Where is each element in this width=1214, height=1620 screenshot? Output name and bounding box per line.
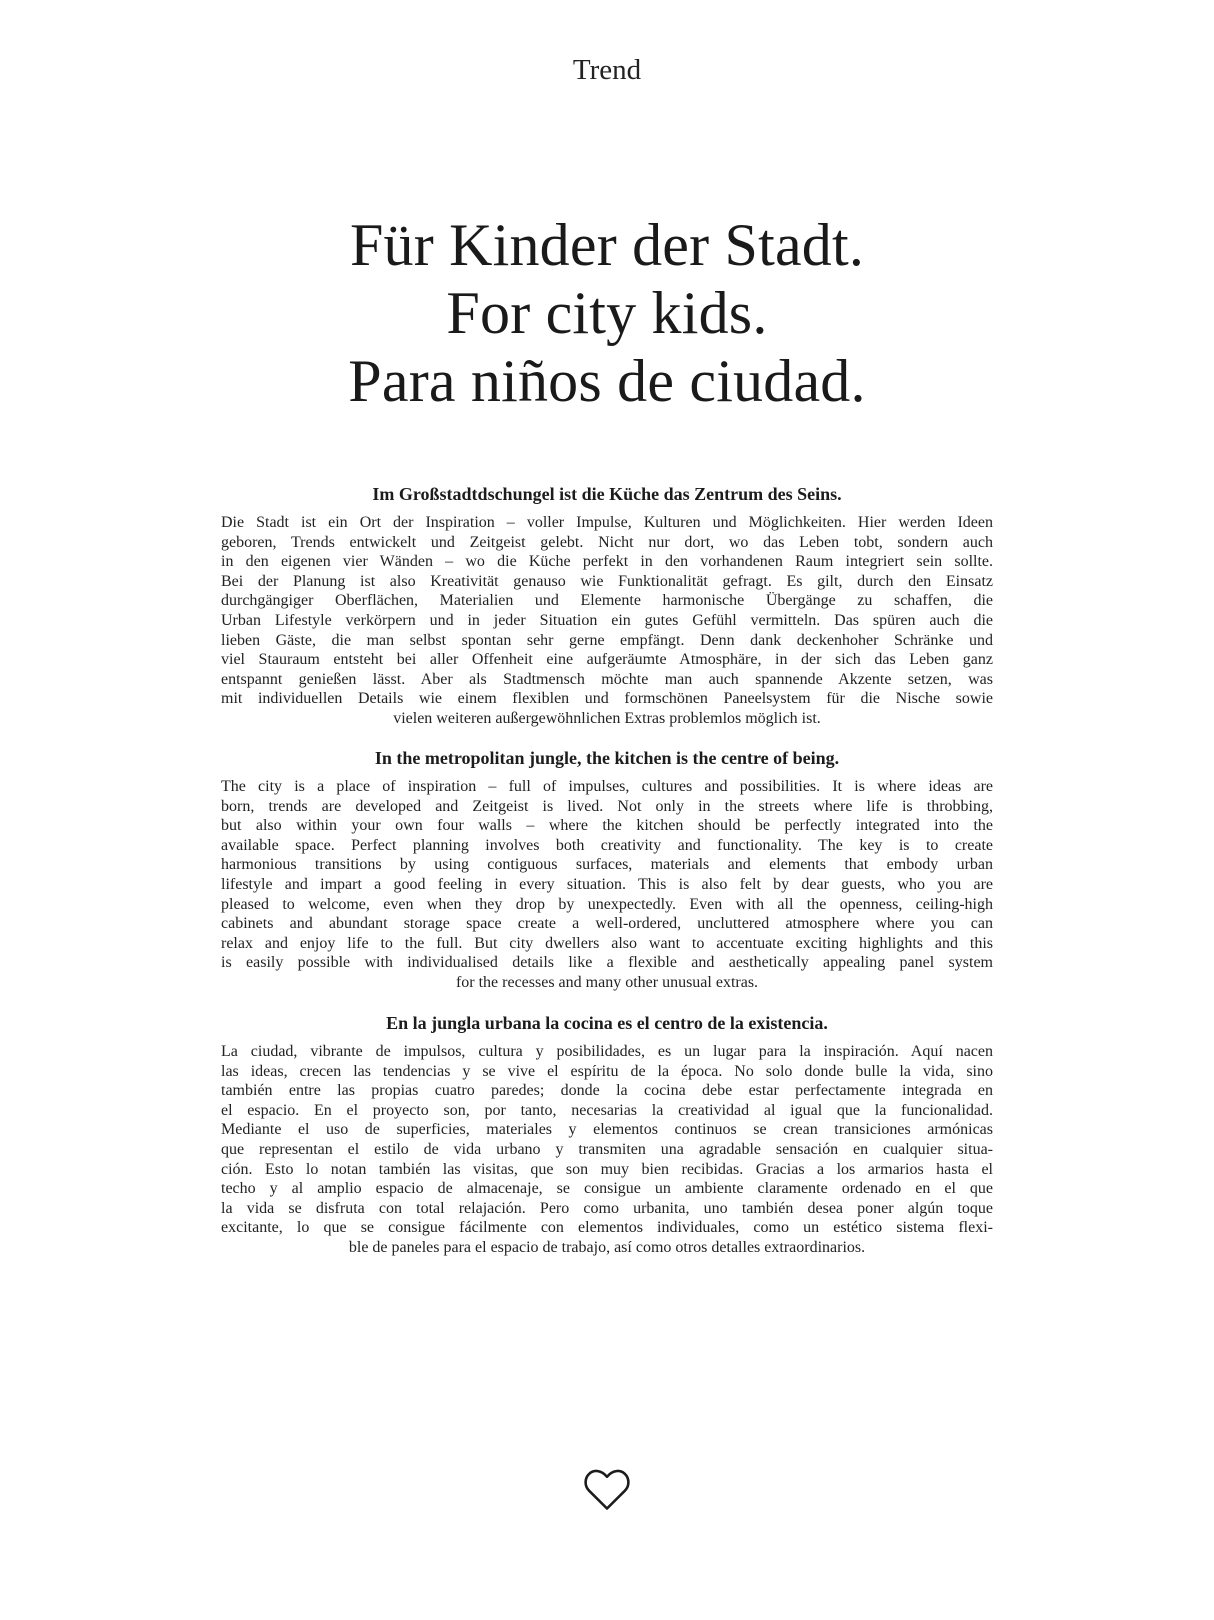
section-label: Trend [572,54,642,86]
paragraph-german [221,513,993,729]
paragraph-line: viel Stauraum entsteht bei aller Offenheit eine aufgeräumte Atmosphäre, in der sich das Leben ganz [221,651,993,669]
title-line-german: Für Kinder der Stadt. [349,212,865,278]
paragraph-line: but also within your own four walls – where the kitchen should be perfectly integrated into the [221,817,993,835]
paragraph-line: geboren, Trends entwickelt und Zeitgeist gelebt. Nicht nur dort, wo das Leben tobt, sondern auch [221,533,993,551]
paragraph-line: in den eigenen vier Wänden – wo die Küche perfekt in den vorhandenen Raum integriert sein sollte. [221,553,993,571]
paragraph-line: excitante, lo que se consigue fácilmente con elementos individuales, como un estético sistema flexi- [221,1219,993,1237]
paragraph-line: for the recesses and many other unusual extras. [455,973,759,991]
paragraph-english [221,777,993,993]
paragraph-line: el espacio. En el proyecto son, por tanto, necesarias la creatividad al igual que la funcionalidad. [221,1101,993,1119]
page-title [0,211,1214,415]
paragraph-line: relax and enjoy life to the full. But city dwellers also want to accentuate exciting highlights and this [221,934,993,952]
paragraph-line: The city is a place of inspiration – full of impulses, cultures and possibilities. It is where ideas are [221,778,993,795]
paragraph-line: entspannt genießen lässt. Aber als Stadtmensch möchte man auch spannende Akzente setzen, was [221,670,993,688]
paragraph-line: harmonious transitions by using contiguous surfaces, materials and elements that embody urban [221,856,993,874]
section-heading-spanish: En la jungla urbana la cocina es el centro de la existencia. [386,1013,828,1033]
paragraph-line: vielen weiteren außergewöhnlichen Extras problemlos möglich ist. [393,709,821,727]
paragraph-line: techo y al amplio espacio de almacenaje, se consigue un ambiente claramente ordenado en el que [221,1180,993,1198]
heart-icon [583,1468,631,1512]
section-heading-english: In the metropolitan jungle, the kitchen is the centre of being. [374,748,840,768]
title-line-spanish: Para niños de ciudad. [348,348,866,414]
paragraph-line: mit individuellen Details wie einem flexiblen und formschönen Paneelsystem für die Nische sowie [221,690,993,708]
paragraph-line: born, trends are developed and Zeitgeist is lived. Not only in the streets where life is throbbing, [221,797,993,815]
paragraph-line: las ideas, crecen las tendencias y se vive el espíritu de la época. No solo donde bulle la vida, sino [221,1062,993,1080]
paragraph-line: ble de paneles para el espacio de trabajo, así como otros detalles extraordinarios. [348,1238,866,1256]
paragraph-spanish [221,1042,993,1258]
paragraph-line: Die Stadt ist ein Ort der Inspiration – voller Impulse, Kulturen und Möglichkeiten. Hier werden Ideen [221,514,993,531]
paragraph-line: available space. Perfect planning involves both creativity and functionality. The key is to create [221,836,993,854]
paragraph-line: lifestyle and impart a good feeling in every situation. This is also felt by dear guests, who you are [221,875,993,893]
paragraph-line: lieben Gäste, die man selbst spontan sehr gerne empfängt. Denn dank deckenhoher Schränke und [221,631,993,649]
paragraph-line: la vida se disfruta con total relajación. Pero como urbanita, uno también desea poner algún toque [221,1199,993,1217]
section-heading-german: Im Großstadtdschungel ist die Küche das Zentrum des Seins. [372,484,842,504]
paragraph-line: cabinets and abundant storage space create a well-ordered, uncluttered atmosphere where you can [221,915,993,933]
paragraph-line: is easily possible with individualised details like a flexible and aesthetically appealing panel system [221,954,993,972]
paragraph-line: Urban Lifestyle verkörpern und in jeder Situation ein gutes Gefühl vermitteln. Das spüren auch die [221,611,993,629]
paragraph-line: que representan el estilo de vida urbano y transmiten una agradable sensación en cualquier situa- [221,1140,993,1158]
paragraph-line: Mediante el uso de superficies, materiales y elementos continuos se crean transiciones armónicas [221,1121,993,1139]
paragraph-line: Bei der Planung ist also Kreativität genauso wie Funktionalität gefragt. Es gilt, durch den Einsatz [221,572,993,590]
paragraph-line: también entre las propias cuatro paredes; donde la cocina debe estar perfectamente integrada en [221,1082,993,1100]
paragraph-line: ción. Esto lo notan también las visitas, que son muy bien recibidas. Gracias a los armarios hasta el [221,1160,993,1178]
paragraph-line: La ciudad, vibrante de impulsos, cultura y posibilidades, es un lugar para la inspiración. Aquí nacen [221,1043,993,1060]
title-line-english: For city kids. [446,280,768,346]
paragraph-line: durchgängiger Oberflächen, Materialien und Elemente harmonische Übergänge zu schaffen, die [221,592,993,610]
paragraph-line: pleased to welcome, even when they drop by unexpectedly. Even with all the openness, ceiling-high [221,895,993,913]
